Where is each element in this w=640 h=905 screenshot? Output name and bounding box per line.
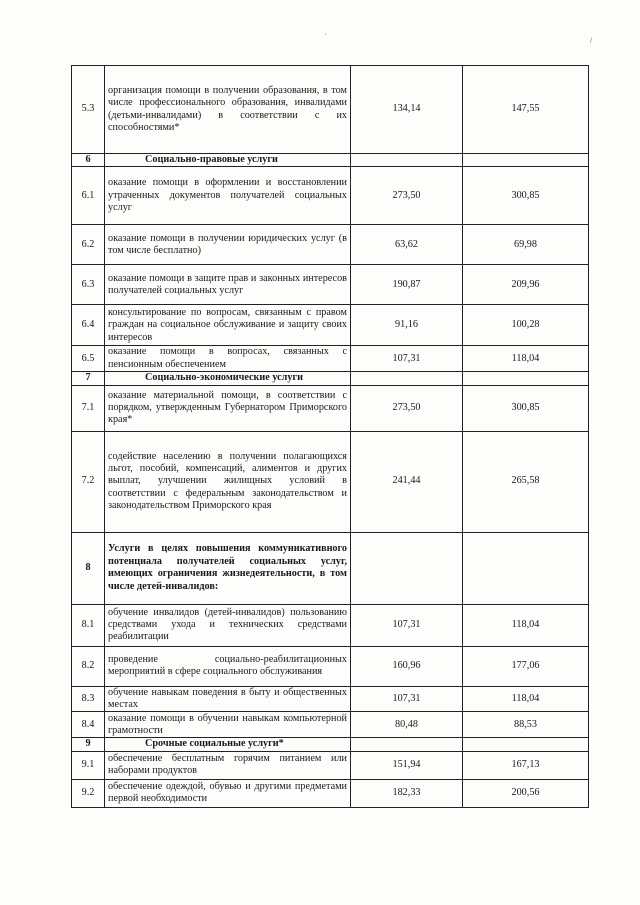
table-row [72,167,589,225]
table-row [72,604,589,646]
service-description: оказание помощи в обучении навыкам компьютерной грамотности [105,712,351,738]
service-description: оказание помощи в получении юридических услуг (в том числе бесплатно) [105,225,351,265]
scan-speck: · [324,30,327,39]
tariff-value-1: 80,48 [351,712,463,738]
table-row [72,712,589,738]
table-row [72,751,589,779]
tariff-value-1: 107,31 [351,346,463,372]
tariff-value-2: 118,04 [463,686,589,712]
table-row [72,66,589,154]
section-title: Социально-правовые услуги [105,154,351,167]
table-row [72,431,589,532]
service-description: оказание помощи в оформлении и восстановлении утраченных документов получателей социальных услуг [105,167,351,225]
service-description: обеспечение бесплатным горячим питанием или наборами продуктов [105,751,351,779]
row-number: 6 [72,154,105,167]
tariff-table-body [72,66,589,808]
tariff-value-1: 107,31 [351,604,463,646]
tariff-value-2: 300,85 [463,167,589,225]
tariff-value-2: 100,28 [463,305,589,346]
tariff-value-1: 107,31 [351,686,463,712]
row-number: 8.4 [72,712,105,738]
tariff-value-1 [351,532,463,604]
row-number: 7.1 [72,385,105,431]
table-row [72,385,589,431]
tariff-value-1: 241,44 [351,431,463,532]
row-number: 9.1 [72,751,105,779]
tariff-value-2: 118,04 [463,604,589,646]
tariff-value-2: 118,04 [463,346,589,372]
tariff-value-2 [463,532,589,604]
table-row [72,225,589,265]
tariff-value-2: 300,85 [463,385,589,431]
section-row [72,532,589,604]
table-row [72,346,589,372]
tariff-value-2: 167,13 [463,751,589,779]
service-description: оказание помощи в вопросах, связанных с пенсионным обеспечением [105,346,351,372]
tariff-value-2: 69,98 [463,225,589,265]
tariff-value-1: 151,94 [351,751,463,779]
table-row [72,265,589,305]
tariff-value-2: 147,55 [463,66,589,154]
tariff-value-1 [351,372,463,385]
tariff-value-2: 265,58 [463,431,589,532]
row-number: 7 [72,372,105,385]
section-row [72,154,589,167]
row-number: 6.3 [72,265,105,305]
table-row [72,646,589,686]
service-description: обучение навыкам поведения в быту и общественных местах [105,686,351,712]
tariff-value-2 [463,372,589,385]
service-description: обеспечение одеждой, обувью и другими предметами первой необходимости [105,779,351,807]
section-title: Срочные социальные услуги* [105,738,351,751]
service-description: содействие населению в получении полагающихся льгот, пособий, компенсаций, алиментов и других выплат, улучшении жилищных условий в соответствии с федеральным законодательством и законодательством Приморского края [105,431,351,532]
section-row [72,738,589,751]
row-number: 8.3 [72,686,105,712]
tariff-value-1: 63,62 [351,225,463,265]
row-number: 7.2 [72,431,105,532]
row-number: 6.2 [72,225,105,265]
row-number: 8 [72,532,105,604]
row-number: 8.2 [72,646,105,686]
service-description: организация помощи в получении образования, в том числе профессионального образования, инвалидами (детьми-инвалидами) в соответствии с их способностями* [105,66,351,154]
tariff-value-1: 190,87 [351,265,463,305]
row-number: 6.4 [72,305,105,346]
tariff-value-1: 91,16 [351,305,463,346]
tariff-value-2: 88,53 [463,712,589,738]
tariff-value-2: 177,06 [463,646,589,686]
service-description: оказание материальной помощи, в соответствии с порядком, утвержденным Губернатором Приморского края* [105,385,351,431]
section-title: Социально-экономические услуги [105,372,351,385]
tariff-value-2: 209,96 [463,265,589,305]
tariff-value-1: 273,50 [351,167,463,225]
row-number: 6.5 [72,346,105,372]
row-number: 9.2 [72,779,105,807]
section-title: Услуги в целях повышения коммуникативного потенциала получателей социальных услуг, имеющих ограничения жизнедеятельности, в том числе детей-инвалидов: [105,532,351,604]
service-description: проведение социально-реабилитационных мероприятий в сфере социального обслуживания [105,646,351,686]
table-row [72,305,589,346]
row-number: 6.1 [72,167,105,225]
tariff-value-1 [351,154,463,167]
scan-speck: / [590,36,593,45]
service-description: обучение инвалидов (детей-инвалидов) пользованию средствами ухода и технических средствами реабилитации [105,604,351,646]
tariff-table [71,65,589,808]
service-description: консультирование по вопросам, связанным с правом граждан на социальное обслуживание и защиту своих интересов [105,305,351,346]
service-description: оказание помощи в защите прав и законных интересов получателей социальных услуг [105,265,351,305]
tariff-value-1: 182,33 [351,779,463,807]
row-number: 8.1 [72,604,105,646]
tariff-value-2 [463,738,589,751]
table-row [72,686,589,712]
tariff-value-1: 273,50 [351,385,463,431]
row-number: 9 [72,738,105,751]
table-row [72,779,589,807]
tariff-value-2: 200,56 [463,779,589,807]
tariff-value-2 [463,154,589,167]
tariff-value-1 [351,738,463,751]
row-number: 5.3 [72,66,105,154]
tariff-value-1: 160,96 [351,646,463,686]
section-row [72,372,589,385]
tariff-value-1: 134,14 [351,66,463,154]
